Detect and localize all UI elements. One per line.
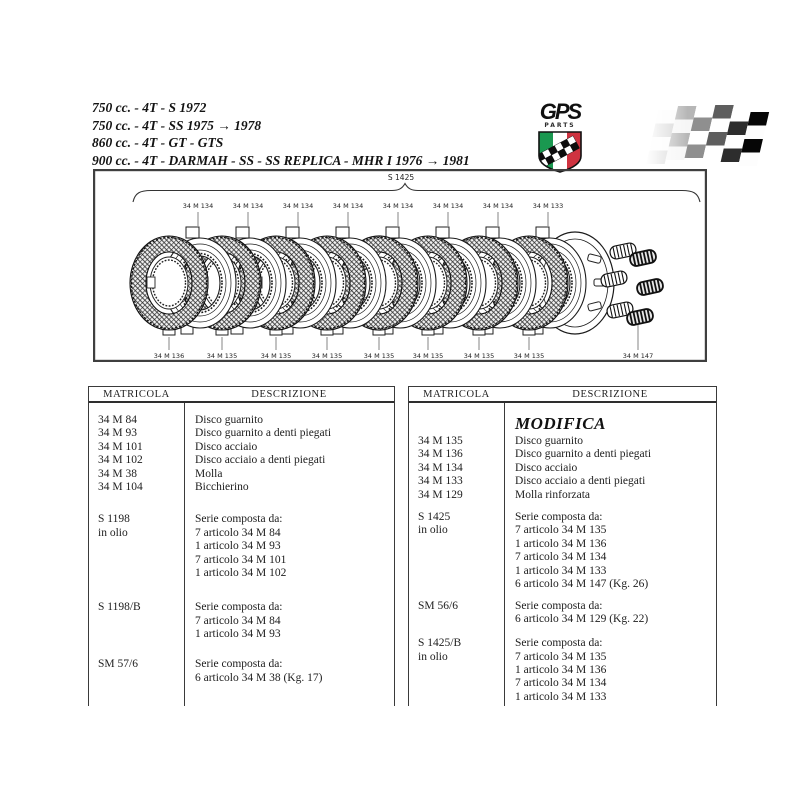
- matricola-code: 34 M 129: [418, 488, 463, 501]
- table-row-group: [89, 601, 394, 641]
- description-line: Serie composta da:: [515, 599, 603, 612]
- matricola-code: in olio: [418, 524, 448, 537]
- description-line: Molla rinforzata: [515, 488, 591, 501]
- description-line: Bicchierino: [195, 480, 249, 493]
- column-divider: [504, 403, 505, 706]
- matricola-code: SM 56/6: [418, 599, 458, 612]
- matricola-code: 34 M 104: [98, 480, 143, 493]
- matricola-code: 34 M 135: [418, 435, 463, 447]
- description-line: Disco acciaio: [195, 440, 258, 453]
- series-brace: [133, 184, 700, 203]
- model-title-block: [92, 99, 470, 169]
- table-row-group: [89, 414, 394, 494]
- matricola-code: 34 M 84: [98, 414, 137, 426]
- description-line: Serie composta da:: [195, 658, 283, 671]
- part-number-label: 34 M 147: [622, 352, 654, 360]
- flag-cell: [703, 146, 725, 160]
- part-number-label: 34 M 135: [363, 352, 395, 360]
- table-row-group: [409, 435, 716, 502]
- description-line: Disco guarnito a denti piegati: [515, 448, 652, 461]
- description-line: Disco acciaio a denti piegati: [515, 475, 646, 488]
- description-line: 7 articolo 34 M 134: [515, 551, 607, 564]
- description-line: Serie composta da:: [195, 513, 283, 526]
- part-number-label: 34 M 134: [382, 202, 414, 210]
- table-row-group: [409, 637, 716, 704]
- flag-cell: [724, 135, 746, 149]
- matricola-code: 34 M 133: [418, 475, 463, 488]
- descrizione-header: DESCRIZIONE: [251, 388, 327, 400]
- part-number-label: 34 M 135: [463, 352, 495, 360]
- description-line: 1 articolo 34 M 136: [515, 537, 607, 550]
- description-line: 1 articolo 34 M 93: [195, 540, 281, 553]
- matricola-code: 34 M 134: [418, 461, 463, 474]
- model-title-line: 900 cc. - 4T - DARMAH - SS - SS REPLICA - MHR I 1976 → 1981: [92, 152, 470, 168]
- flag-cell: [721, 149, 743, 163]
- description-line: 7 articolo 34 M 134: [515, 677, 607, 690]
- table-body: [409, 403, 716, 706]
- gps-shield-icon: [536, 130, 584, 174]
- parts-table-original: [88, 386, 395, 706]
- part-number-label: 34 M 134: [182, 202, 214, 210]
- matricola-code: S 1425: [418, 510, 451, 523]
- flag-cell: [741, 139, 763, 153]
- clutch-spring: [636, 278, 664, 296]
- matricola-header: MATRICOLA: [423, 388, 490, 400]
- table-row-group: [89, 658, 394, 685]
- table-body: [89, 403, 394, 706]
- description-line: 7 articolo 34 M 84: [195, 614, 281, 627]
- matricola-code: 34 M 93: [98, 427, 137, 440]
- matricola-code: 34 M 102: [98, 454, 143, 467]
- part-number-label: 34 M 134: [432, 202, 464, 210]
- description-line: Serie composta da:: [515, 637, 603, 650]
- part-number-label: 34 M 134: [282, 202, 314, 210]
- flag-cell: [688, 131, 710, 145]
- description-line: 7 articolo 34 M 84: [195, 526, 281, 539]
- description-line: Serie composta da:: [515, 510, 603, 523]
- description-line: Disco guarnito: [195, 414, 264, 426]
- model-title-line: 860 cc. - 4T - GT - GTS: [92, 135, 224, 150]
- model-title-line: 750 cc. - 4T - S 1972: [92, 100, 207, 115]
- part-number-label: 34 M 135: [206, 352, 238, 360]
- table-row-group: [409, 600, 716, 627]
- flag-cell: [712, 105, 734, 119]
- clutch-diagram: [93, 169, 707, 362]
- matricola-code: in olio: [98, 526, 128, 539]
- description-line: Serie composta da:: [195, 601, 283, 614]
- matricola-code: in olio: [418, 650, 448, 663]
- flag-cell: [748, 112, 770, 126]
- matricola-code: 34 M 38: [98, 467, 137, 480]
- part-number-label: 34 M 135: [260, 352, 292, 360]
- part-number-label: 34 M 133: [532, 202, 564, 210]
- matricola-code: S 1425/B: [418, 637, 462, 650]
- part-number-label: 34 M 134: [332, 202, 364, 210]
- description-line: 7 articolo 34 M 101: [195, 553, 287, 566]
- description-line: 7 articolo 34 M 135: [515, 524, 607, 537]
- matricola-code: S 1198: [98, 513, 130, 526]
- part-number-label: 34 M 134: [482, 202, 514, 210]
- column-divider: [184, 403, 185, 706]
- series-label: S 1425: [387, 173, 415, 182]
- description-line: Molla: [195, 467, 223, 480]
- matricola-code: SM 57/6: [98, 658, 138, 671]
- description-line: Disco acciaio a denti piegati: [195, 454, 326, 467]
- modifica-heading: MODIFICA: [515, 414, 606, 433]
- description-line: 1 articolo 34 M 133: [515, 564, 607, 577]
- table-header-row: [409, 387, 716, 403]
- model-title-line: 750 cc. - 4T - SS 1975 → 1978: [92, 117, 262, 133]
- descrizione-header: DESCRIZIONE: [572, 388, 648, 400]
- description-line: 1 articolo 34 M 136: [515, 664, 607, 677]
- table-header-row: [89, 387, 394, 403]
- matricola-header: MATRICOLA: [103, 388, 170, 400]
- table-row-group: [409, 511, 716, 591]
- modifica-heading-row: [409, 413, 716, 435]
- description-line: 1 articolo 34 M 93: [195, 628, 281, 641]
- description-line: 7 articolo 34 M 135: [515, 650, 607, 663]
- matricola-code: 34 M 101: [98, 440, 143, 453]
- flag-cell: [706, 132, 728, 146]
- part-number-label: 34 M 135: [412, 352, 444, 360]
- parts-table-modifica: [408, 386, 717, 706]
- matricola-code: 34 M 136: [418, 448, 463, 461]
- flag-cell: [709, 119, 731, 133]
- flag-cell: [744, 126, 766, 140]
- part-number-label: 34 M 136: [153, 352, 185, 360]
- gps-logo-text: GPS: [539, 99, 581, 124]
- part-number-label: 34 M 135: [513, 352, 545, 360]
- gps-parts-logo: [528, 99, 592, 174]
- gps-logo-subtext: PARTS: [544, 122, 576, 129]
- part-number-label: 34 M 135: [311, 352, 343, 360]
- flag-cell: [730, 108, 752, 122]
- description-line: 1 articolo 34 M 102: [195, 566, 287, 579]
- table-row-group: [89, 513, 394, 580]
- flag-cell: [694, 104, 716, 118]
- description-line: 6 articolo 34 M 147 (Kg. 26): [515, 577, 649, 590]
- description-line: 6 articolo 34 M 38 (Kg. 17): [195, 671, 323, 684]
- description-line: 1 articolo 34 M 133: [515, 690, 607, 703]
- description-line: Disco guarnito: [515, 435, 584, 447]
- checkered-flag-icon: [646, 103, 772, 167]
- flag-cell: [727, 122, 749, 136]
- description-line: Disco guarnito a denti piegati: [195, 427, 332, 440]
- description-line: Disco acciaio: [515, 461, 578, 474]
- part-number-label: 34 M 134: [232, 202, 264, 210]
- description-line: 6 articolo 34 M 129 (Kg. 22): [515, 613, 649, 626]
- matricola-code: S 1198/B: [98, 601, 141, 614]
- flag-cell: [691, 118, 713, 132]
- flag-cell: [738, 153, 760, 167]
